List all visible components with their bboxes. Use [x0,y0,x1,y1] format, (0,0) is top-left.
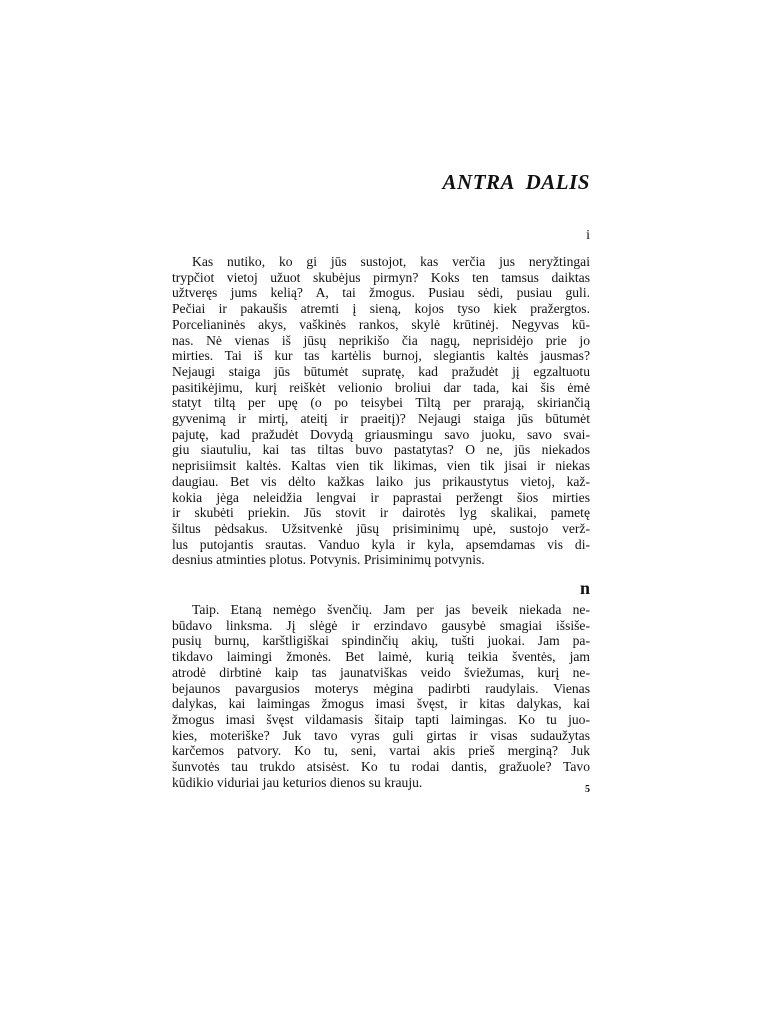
part-title: ANTRA DALIS [442,170,590,194]
text-line: šunvotės tau trukdo atsisėst. Ko tu rodai dantis, gražuole? Tavo [172,759,590,775]
text-line: dalykas, kai laimingas žmogus imasi švęst, ir kitas dalykas, kai [172,696,590,712]
text-line: desnius atminties plotus. Potvynis. Prisiminimų potvynis. [172,552,485,568]
section-2-number: n [579,578,590,598]
text-line: Porcelianinės akys, vaškinės rankos, skylė krūtinėj. Negyvas kū- [172,316,590,332]
text-line: statyt tiltą per upę (o po teisybei Tiltą per prarają, skiriančią [172,395,590,411]
text-line: Nejaugi staiga jūs būtumėt supratę, kad pražudėt jį egzaltuotu [172,363,590,379]
text-line: užtveręs jums kelią? A, tai žmogus. Pusiau sėdi, pusiau guli. [172,285,590,301]
text-line: giu siautuliu, kai tas tiltas buvo pastatytas? O ne, jūs niekados [172,442,590,458]
section-1-number: i [586,228,590,243]
section-2-paragraph [172,602,590,790]
text-line: tikdavo laimingi žmonės. Bet laimė, kurią teikia šventės, jam [172,649,590,665]
text-line: Taip. Etaną nemėgo švenčių. Jam per jas beveik niekada ne- [192,602,590,617]
text-line: trypčiot vietoj užuot skubėjus pirmyn? Koks ten tamsus daiktas [172,269,590,285]
text-line: žmogus imasi švęst vildamasis šitaip tapti laimingas. Ko tu juo- [172,711,590,727]
text-line: būdavo linksma. Jį slėgė ir erzindavo gausybė smagiai išsiše- [172,617,590,633]
text-line: šiltus pėdsakus. Užsitvenkė jūsų prisiminimų upė, sustojo verž- [172,520,590,536]
text-line: kies, moteriške? Juk tavo vyras guli girtas ir visas sudaužytas [172,727,590,743]
text-line: nas. Nė vienas iš jūsų neprikišo čia nagų, neprisidėjo prie jo [172,332,590,348]
text-line: bejaunos pavargusios moterys mėgina padirbti raudylais. Vienas [172,680,590,696]
text-line: pajutę, kad pražudėt Dovydą griausmingu savo juoku, savo svai- [172,426,590,442]
text-line: mirties. Tai iš kur tas kartėlis burnoj, slegiantis kaltės jausmas? [172,348,590,364]
text-line: kokia jėga neleidžia lengvai ir paprastai peržengt šios mirties [172,489,590,505]
page-number: 5 [585,784,590,795]
text-line: daugiau. Bet vis dėlto kažkas laiko jus prikaustytus vietoj, kaž- [172,473,590,489]
text-line: neprisiimsit kaltės. Kaltas vien tik likimas, vien tik jisai ir niekas [172,458,590,474]
text-line: karčemos patvory. Ko tu, seni, vartai akis prieš merginą? Juk [172,743,590,759]
text-line: kūdikio viduriai jau keturios dienos su krauju. [172,774,423,790]
section-1-paragraph [172,254,590,568]
text-line: lus putojantis srautas. Vanduo kyla ir kyla, apsemdamas vis di- [172,536,590,552]
text-line: atrodė dirbtinė kaip tas jaunatviškas veido šviežumas, kurį ne- [172,664,590,680]
text-line: pusių burnų, karštligiškai spindinčių akių, tušti juokai. Jam pa- [172,633,590,649]
text-line: Pečiai ir pakaušis atremti į sieną, kojos tyso kiek pražergtos. [172,301,590,317]
text-line: Kas nutiko, ko gi jūs sustojot, kas verčia jus neryžtingai [192,254,590,269]
text-line: pasitikėjimu, kurį reiškėt velionio broliui dar tada, kai šis ėmė [172,379,590,395]
text-line: gyvenimą ir mirtį, ateitį ir praeitį)? Nejaugi staiga jūs būtumėt [172,411,590,427]
text-line: ir skubėti priekin. Jūs stovit ir dairotės lyg skalikai, pametę [172,505,590,521]
